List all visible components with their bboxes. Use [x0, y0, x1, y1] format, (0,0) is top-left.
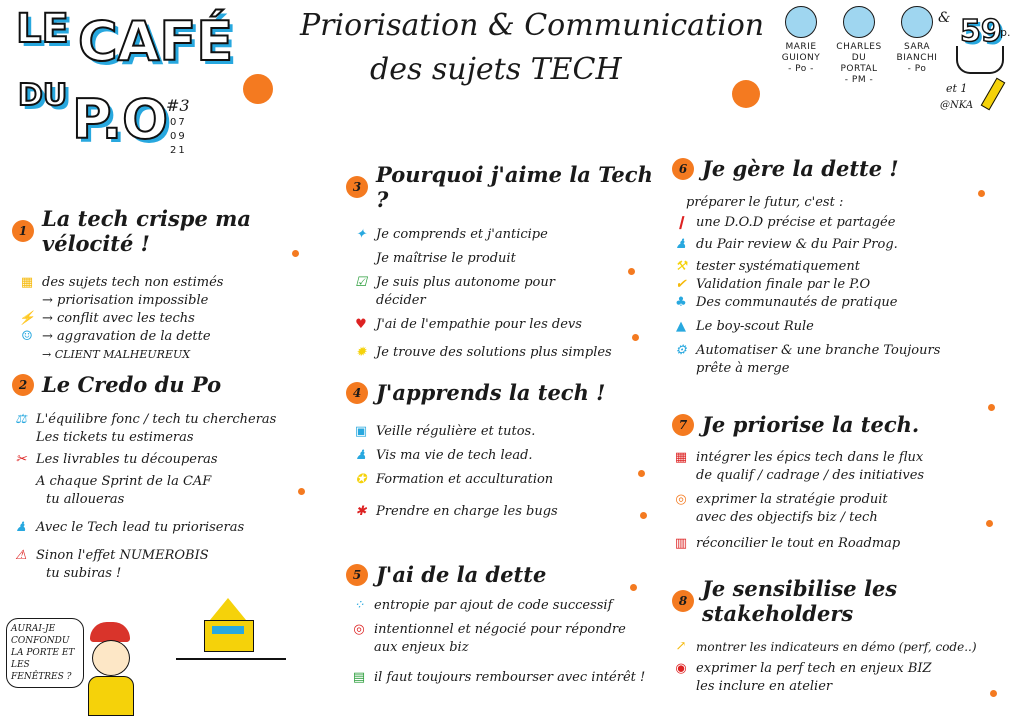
list-item: ▥ réconcilier le tout en Roadmap — [672, 535, 1012, 553]
list-item: ♟ du Pair review & du Pair Prog. — [672, 236, 1012, 254]
lightbulb-icon: ◉ — [675, 661, 687, 676]
list-item: ✪ Formation et acculturation — [352, 471, 656, 489]
section-5-header — [346, 562, 656, 587]
issue-date-month: 09 — [170, 131, 187, 142]
list-item: de qualif / cadrage / des initiatives — [696, 468, 925, 483]
speaker-sara-avatar — [901, 6, 933, 38]
list-item: Les tickets tu estimeras — [36, 430, 194, 445]
list-item: A chaque Sprint de la CAF — [36, 474, 212, 489]
section-6-intro: préparer le futur, c'est : — [686, 195, 844, 210]
list-item: décider — [376, 293, 426, 308]
list-item: ⚒ tester systématiquement — [672, 258, 1012, 276]
speaker-marie-avatar — [785, 6, 817, 38]
list-item: ♟ Avec le Tech lead tu prioriseras — [12, 519, 312, 537]
decor-dot — [298, 488, 305, 495]
issue-number: #3 — [166, 96, 190, 115]
list-item: ⚠ Sinon l'effet NUMEROBIS — [12, 547, 312, 565]
building-illustration — [176, 598, 286, 668]
section-4 — [346, 380, 656, 521]
count-extra: et 1 — [946, 82, 968, 95]
list-item: ⚖ L'équilibre fonc / tech tu chercheras — [12, 411, 312, 429]
monitor-icon: ▣ — [354, 424, 368, 439]
section-6 — [672, 156, 1012, 378]
scissors-icon: ✂ — [15, 452, 27, 467]
speakers — [776, 6, 942, 86]
author-credit: @NKA — [940, 100, 974, 111]
hammer-icon: ⚒ — [675, 259, 687, 274]
list-item: ⚡ → conflit avec les techs — [18, 311, 195, 326]
team-icon: ♟ — [15, 520, 27, 535]
list-item: tu subiras ! — [46, 566, 122, 581]
section-3 — [346, 162, 656, 362]
list-item: ✱ Prendre en charge les bugs — [352, 503, 656, 521]
count-unit: p. — [1000, 26, 1011, 39]
section-7-title: Je priorise la tech. — [702, 412, 920, 437]
issue-date — [170, 116, 187, 158]
list-item: ✂ Les livrables tu découperas — [12, 451, 312, 469]
section-1-header — [12, 206, 312, 256]
page-title-line1: Priorisation & Communication — [300, 8, 765, 43]
speaker-charles-name: CHARLES DU PORTAL — [836, 42, 882, 74]
list-item: ◎ intentionnel et négocié pour répondre — [350, 621, 656, 639]
section-2-list — [12, 411, 312, 583]
section-3-header — [346, 162, 656, 212]
lightning-icon: ⚡ — [18, 311, 36, 326]
speaker-charles-avatar — [843, 6, 875, 38]
pencil-icon — [981, 78, 1006, 111]
section-8 — [672, 576, 1012, 696]
section-3-title: Pourquoi j'aime la Tech ? — [376, 162, 653, 212]
section-7-number: 7 — [672, 414, 694, 436]
speaker-marie-role: - Po - — [788, 64, 814, 74]
orange-stamp-left — [243, 74, 273, 104]
section-8-list — [672, 638, 1012, 696]
person-icon: ☺ — [21, 329, 33, 344]
count-value: 59 — [960, 14, 1002, 49]
decor-dot — [638, 470, 645, 477]
section-8-number: 8 — [672, 590, 694, 612]
section-4-title: J'apprends la tech ! — [376, 380, 606, 405]
section-2-title: Le Credo du Po — [42, 372, 222, 397]
section-4-number: 4 — [346, 382, 368, 404]
speaker-marie — [776, 6, 826, 86]
sticky-notes-icon: ▦ — [20, 275, 34, 290]
list-item: ▦ des sujets tech non estimés — [18, 274, 312, 292]
list-item: ☑ Je suis plus autonome pour — [352, 274, 656, 292]
list-item: les inclure en atelier — [696, 679, 833, 694]
pair-icon: ♟ — [675, 237, 687, 252]
list-item: ▤ il faut toujours rembourser avec intérêt ! — [350, 669, 656, 687]
speaker-sara — [892, 6, 942, 86]
issue-date-day: 07 — [170, 117, 187, 128]
attendee-count — [952, 10, 1018, 80]
people-icon: ♟ — [355, 448, 367, 463]
list-item: ☺ → aggravation de la dette — [18, 328, 312, 346]
section-6-list — [672, 214, 1012, 378]
list-item: aux enjeux biz — [374, 640, 469, 655]
check-icon: ✔ — [675, 277, 687, 292]
section-5-list — [350, 597, 656, 687]
heart-icon: ♥ — [355, 317, 367, 332]
decor-dot — [986, 520, 993, 527]
section-3-list — [352, 226, 656, 362]
list-item: Je maîtrise le produit — [376, 251, 516, 266]
decor-dot — [990, 690, 997, 697]
section-6-title: Je gère la dette ! — [702, 156, 899, 181]
list-item: → priorisation impossible — [42, 293, 209, 308]
decor-dot — [988, 404, 995, 411]
speech-bubble: AURAI-JE CONFONDU LA PORTE ET LES FENÊTRES ? — [6, 618, 84, 688]
list-item: ✦ Je comprends et j'anticipe — [352, 226, 656, 244]
cafe-po-logo — [12, 4, 234, 164]
section-1-list — [18, 274, 312, 364]
speaker-sara-role: - Po — [907, 64, 927, 74]
section-5-title: J'ai de la dette — [376, 562, 547, 587]
decor-dot — [292, 250, 299, 257]
warning-icon: ⚠ — [15, 548, 27, 563]
orange-stamp-right — [732, 80, 760, 108]
scout-icon: ▲ — [676, 319, 686, 334]
section-4-list — [352, 423, 656, 521]
section-3-number: 3 — [346, 176, 368, 198]
checkbox-icon: ☑ — [355, 275, 367, 290]
section-7-header — [672, 412, 1012, 437]
list-item: tu alloueras — [46, 492, 125, 507]
section-6-header — [672, 156, 1012, 181]
section-8-title: Je sensibilise les stakeholders — [702, 576, 898, 626]
section-7 — [672, 412, 1012, 553]
target-icon: ◎ — [675, 492, 687, 507]
money-icon: ▤ — [352, 670, 366, 685]
section-1-title: La tech crispe ma vélocité ! — [42, 206, 251, 256]
section-5 — [346, 562, 656, 687]
list-item: ♥ J'ai de l'empathie pour les devs — [352, 316, 656, 334]
lightbulb-icon: ✹ — [355, 345, 367, 360]
list-item: ✔ Validation finale par le P.O — [672, 276, 1012, 294]
decor-dot — [628, 268, 635, 275]
coffee-cup-icon — [956, 46, 1004, 74]
list-item: ❙ une D.O.D précise et partagée — [672, 214, 1012, 232]
decor-dot — [640, 512, 647, 519]
character-illustration — [82, 622, 142, 714]
dots-icon: ⁘ — [353, 598, 365, 613]
section-5-number: 5 — [346, 564, 368, 586]
list-item: ▦ intégrer les épics tech dans le flux — [672, 449, 1012, 467]
list-item: ⚙ Automatiser & une branche Toujours — [672, 342, 1012, 360]
logo-du: DU — [18, 78, 68, 113]
section-4-header — [346, 380, 656, 405]
list-item: ♟ Vis ma vie de tech lead. — [352, 447, 656, 465]
logo-le: LE — [16, 6, 69, 52]
section-2-header — [12, 372, 312, 397]
community-icon: ♣ — [675, 295, 687, 310]
bug-icon: ✱ — [355, 504, 367, 519]
section-1 — [12, 206, 312, 364]
section-2 — [12, 372, 312, 583]
list-item: ◉ exprimer la perf tech en enjeux BIZ — [672, 660, 1012, 678]
speaker-sara-name: SARA BIANCHI — [896, 42, 938, 63]
section-6-number: 6 — [672, 158, 694, 180]
list-item: prête à merge — [696, 361, 790, 376]
list-item: ▲ Le boy-scout Rule — [672, 318, 1012, 336]
list-item: ▣ Veille régulière et tutos. — [352, 423, 656, 441]
balance-icon: ⚖ — [15, 412, 27, 427]
speaker-charles-role: - PM - — [844, 75, 874, 85]
decor-dot — [978, 190, 985, 197]
calendar-icon: ▥ — [674, 536, 688, 551]
telescope-icon: ✦ — [355, 227, 367, 242]
issue-date-year: 21 — [170, 145, 187, 156]
list-item: ↗ montrer les indicateurs en démo (perf, code..) — [672, 638, 1012, 656]
chart-icon: ↗ — [675, 639, 687, 654]
logo-cafe: CAFÉ — [78, 10, 234, 73]
section-7-list — [672, 449, 1012, 553]
speaker-marie-name: MARIE GUIONY — [781, 42, 821, 63]
decor-dot — [632, 334, 639, 341]
section-1-number: 1 — [12, 220, 34, 242]
list-item: ◎ exprimer la stratégie produit — [672, 491, 1012, 509]
page-title-line2: des sujets TECH — [370, 52, 622, 87]
list-item: → CLIENT MALHEUREUX — [42, 348, 191, 361]
list-item: ♣ Des communautés de pratique — [672, 294, 1012, 312]
list-item: ⁘ entropie par ajout de code successif — [350, 597, 656, 615]
count-prefix: & — [938, 10, 951, 26]
medal-icon: ✪ — [355, 472, 367, 487]
kanban-icon: ▦ — [674, 450, 688, 465]
thermometer-icon: ❙ — [675, 215, 687, 230]
target-icon: ◎ — [353, 622, 365, 637]
robot-icon: ⚙ — [675, 343, 687, 358]
decor-dot — [630, 584, 637, 591]
speaker-charles — [832, 6, 886, 86]
list-item: avec des objectifs biz / tech — [696, 510, 878, 525]
list-item: ✹ Je trouve des solutions plus simples — [352, 344, 656, 362]
section-2-number: 2 — [12, 374, 34, 396]
section-8-header — [672, 576, 1012, 626]
logo-po: P.O — [72, 88, 169, 151]
